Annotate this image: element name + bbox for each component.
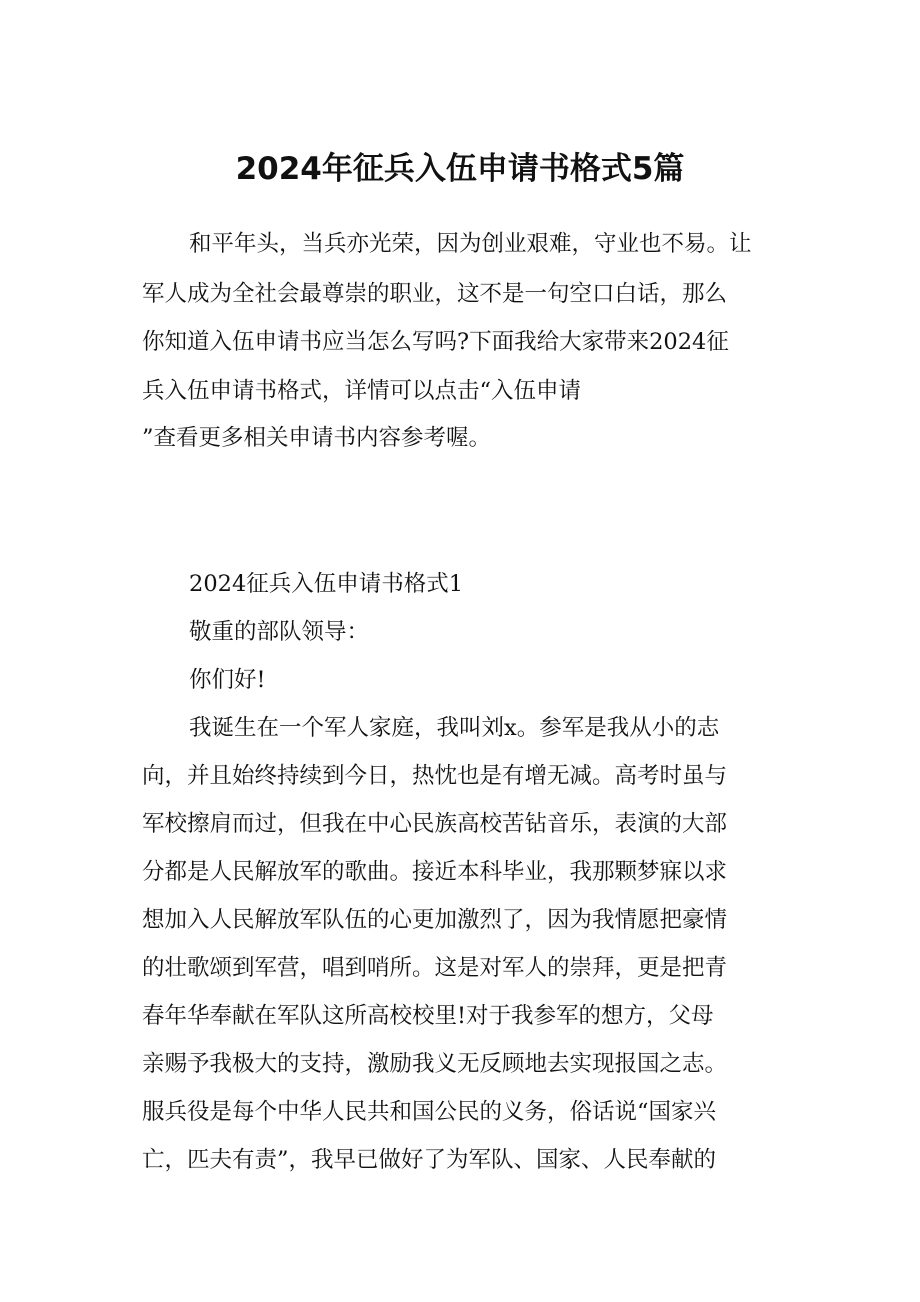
intro-line: 你知道入伍申请书应当怎么写吗?下面我给大家带来2024征	[142, 329, 729, 355]
body-line: 亡，匹夫有责”，我早已做好了为军队、国家、人民奉献的	[142, 1147, 717, 1173]
body-line: 想加入人民解放军队伍的心更加激烈了，因为我情愿把豪情	[142, 907, 728, 933]
body-line: 亲赐予我极大的支持，激励我义无反顾地去实现报国之志。	[142, 1051, 728, 1077]
body-line: 分都是人民解放军的歌曲。接近本科毕业，我那颗梦寐以求	[142, 859, 728, 885]
document-title: 2024年征兵入伍申请书格式5篇	[235, 151, 685, 187]
intro-line: 军人成为全社会最尊崇的职业，这不是一句空口白话，那么	[142, 281, 728, 307]
intro-line: 和平年头，当兵亦光荣，因为创业艰难，守业也不易。让	[189, 231, 752, 257]
section-heading: 2024征兵入伍申请书格式1	[189, 571, 464, 597]
intro-line: 兵入伍申请书格式，详情可以点击“入伍申请	[142, 378, 582, 404]
body-line: 服兵役是每个中华人民共和国公民的义务，俗话说“国家兴	[142, 1099, 717, 1125]
salutation: 敬重的部队领导：	[189, 619, 370, 645]
body-line: 春年华奉献在军队这所高校校里!对于我参军的想方，父母	[142, 1003, 714, 1029]
intro-line: ”查看更多相关申请书内容参考喔。	[142, 425, 492, 451]
body-line: 我诞生在一个军人家庭，我叫刘x。参军是我从小的志	[189, 715, 720, 741]
body-line: 军校擦肩而过，但我在中心民族高校苦钻音乐，表演的大部	[142, 811, 728, 837]
body-line: 向，并且始终持续到今日，热忱也是有增无减。高考时虽与	[142, 763, 728, 789]
greeting: 你们好!	[189, 667, 266, 693]
body-line: 的壮歌颂到军营，唱到哨所。这是对军人的崇拜，更是把青	[142, 955, 728, 981]
